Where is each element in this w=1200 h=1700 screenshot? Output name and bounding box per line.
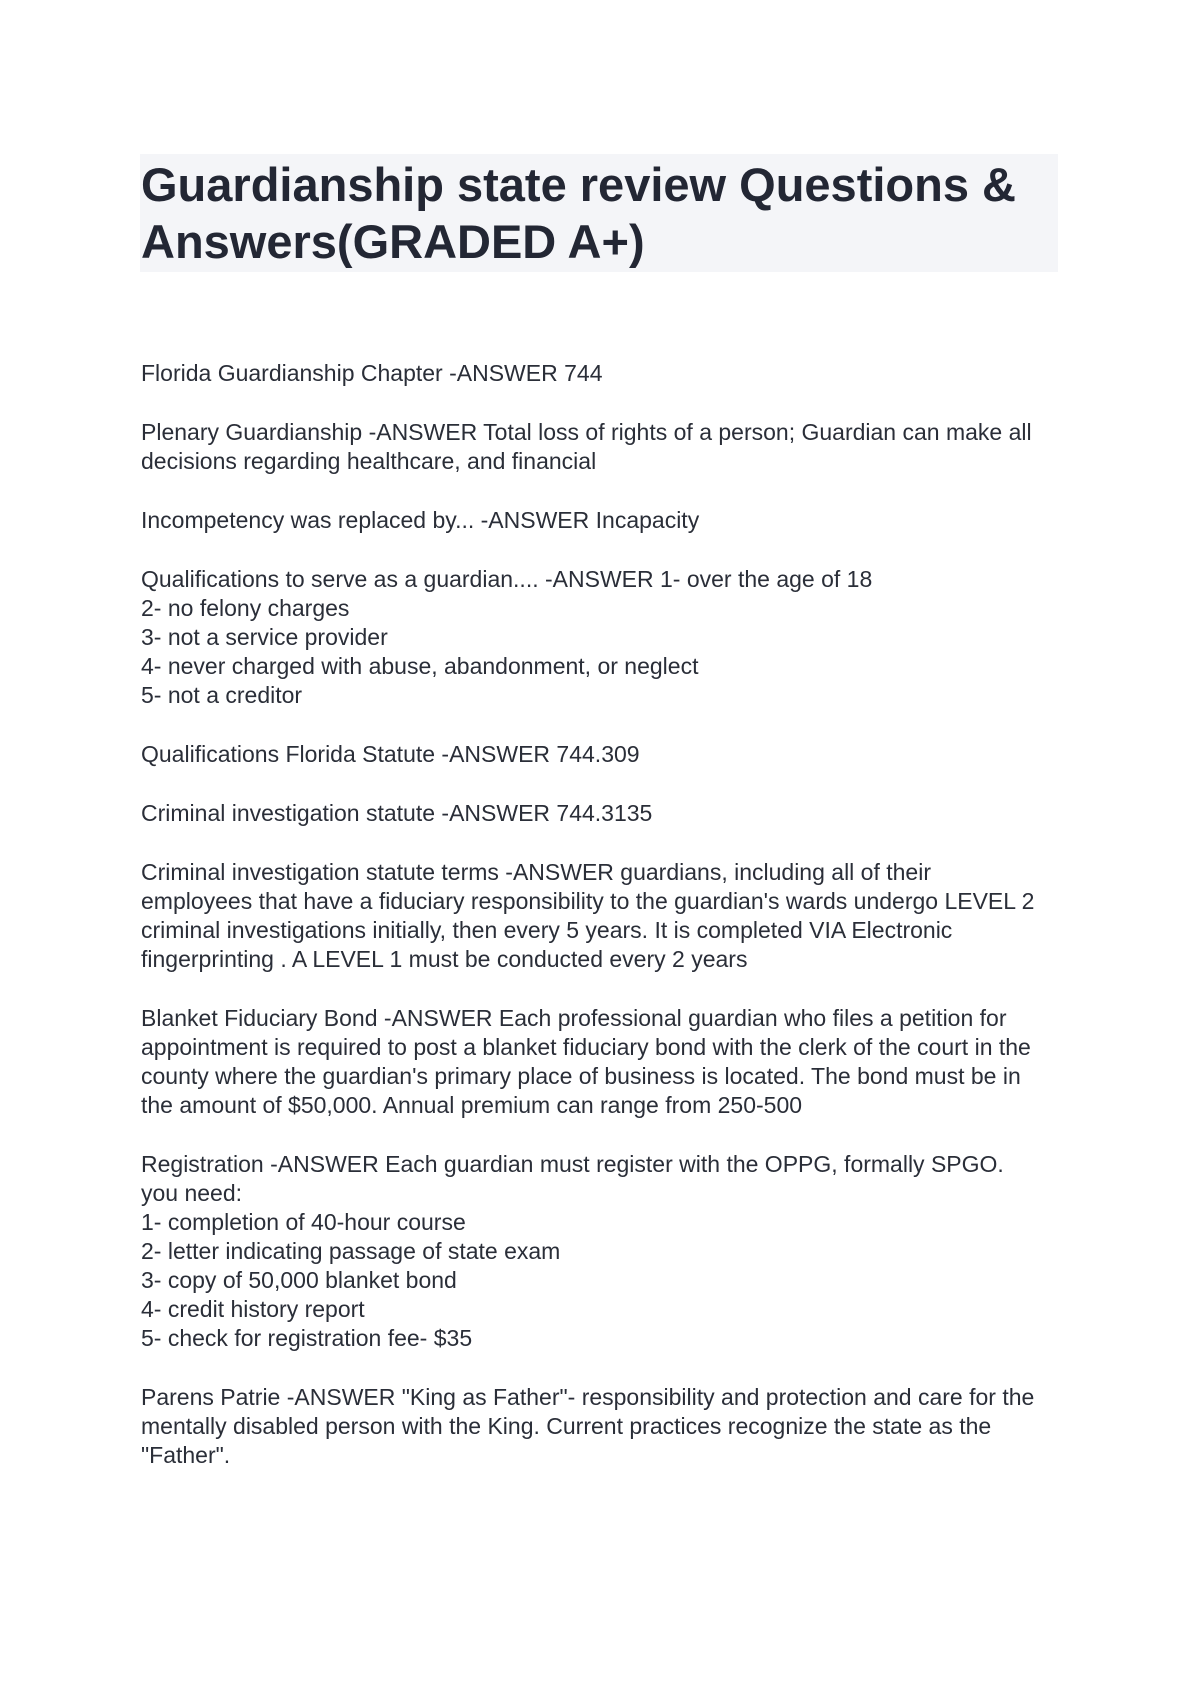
- qa-line: criminal investigations initially, then every 5 years. It is completed VIA Electronic: [141, 917, 953, 943]
- qa-item-criminal-investigation-statute: [141, 799, 1061, 828]
- qa-line: appointment is required to post a blanket fiduciary bond with the clerk of the court in the: [141, 1034, 1031, 1060]
- qa-line: Incompetency was replaced by... -ANSWER Incapacity: [141, 507, 700, 533]
- qa-line: county where the guardian's primary place of business is located. The bond must be in: [141, 1063, 1021, 1089]
- qa-line: you need:: [141, 1180, 243, 1206]
- qa-item-qualifications: [141, 565, 1061, 710]
- qa-line: Qualifications to serve as a guardian.... -ANSWER 1- over the age of 18: [141, 566, 873, 592]
- qa-line: Registration -ANSWER Each guardian must register with the OPPG, formally SPGO.: [141, 1151, 1004, 1177]
- qa-item-florida-chapter: [141, 359, 1061, 388]
- qa-line: 4- credit history report: [141, 1296, 365, 1322]
- qa-line: 5- check for registration fee- $35: [141, 1325, 473, 1351]
- qa-line: Criminal investigation statute -ANSWER 744.3135: [141, 800, 653, 826]
- qa-line: decisions regarding healthcare, and financial: [141, 448, 597, 474]
- document-title: Guardianship state review Questions & Answers(GRADED A+): [141, 158, 1016, 268]
- qa-item-plenary-guardianship: [141, 418, 1061, 476]
- qa-item-qualifications-statute: [141, 740, 1061, 769]
- qa-line: Qualifications Florida Statute -ANSWER 744.309: [141, 741, 640, 767]
- qa-line: 4- never charged with abuse, abandonment, or neglect: [141, 653, 699, 679]
- qa-line: Parens Patrie -ANSWER "King as Father"- responsibility and protection and care for the: [141, 1384, 1035, 1410]
- qa-item-criminal-investigation-terms: [141, 858, 1061, 974]
- qa-item-blanket-fiduciary-bond: [141, 1004, 1061, 1120]
- qa-line: 2- no felony charges: [141, 595, 350, 621]
- qa-line: fingerprinting . A LEVEL 1 must be conducted every 2 years: [141, 946, 748, 972]
- qa-line: 3- copy of 50,000 blanket bond: [141, 1267, 457, 1293]
- qa-item-incompetency: [141, 506, 1061, 535]
- qa-line: employees that have a fiduciary responsibility to the guardian's wards undergo LEVEL 2: [141, 888, 1035, 914]
- qa-line: Blanket Fiduciary Bond -ANSWER Each professional guardian who files a petition for: [141, 1005, 1007, 1031]
- qa-line: 5- not a creditor: [141, 682, 303, 708]
- qa-line: 2- letter indicating passage of state exam: [141, 1238, 561, 1264]
- qa-line: Criminal investigation statute terms -ANSWER guardians, including all of their: [141, 859, 931, 885]
- qa-line: Plenary Guardianship -ANSWER Total loss of rights of a person; Guardian can make all: [141, 419, 1032, 445]
- qa-item-registration: [141, 1150, 1061, 1353]
- qa-line: Florida Guardianship Chapter -ANSWER 744: [141, 360, 603, 386]
- qa-line: the amount of $50,000. Annual premium can range from 250-500: [141, 1092, 803, 1118]
- qa-list: [141, 359, 1061, 1470]
- qa-line: 3- not a service provider: [141, 624, 388, 650]
- qa-line: "Father".: [141, 1442, 231, 1468]
- qa-line: 1- completion of 40-hour course: [141, 1209, 466, 1235]
- qa-line: mentally disabled person with the King. Current practices recognize the state as the: [141, 1413, 992, 1439]
- qa-item-parens-patrie: [141, 1383, 1061, 1470]
